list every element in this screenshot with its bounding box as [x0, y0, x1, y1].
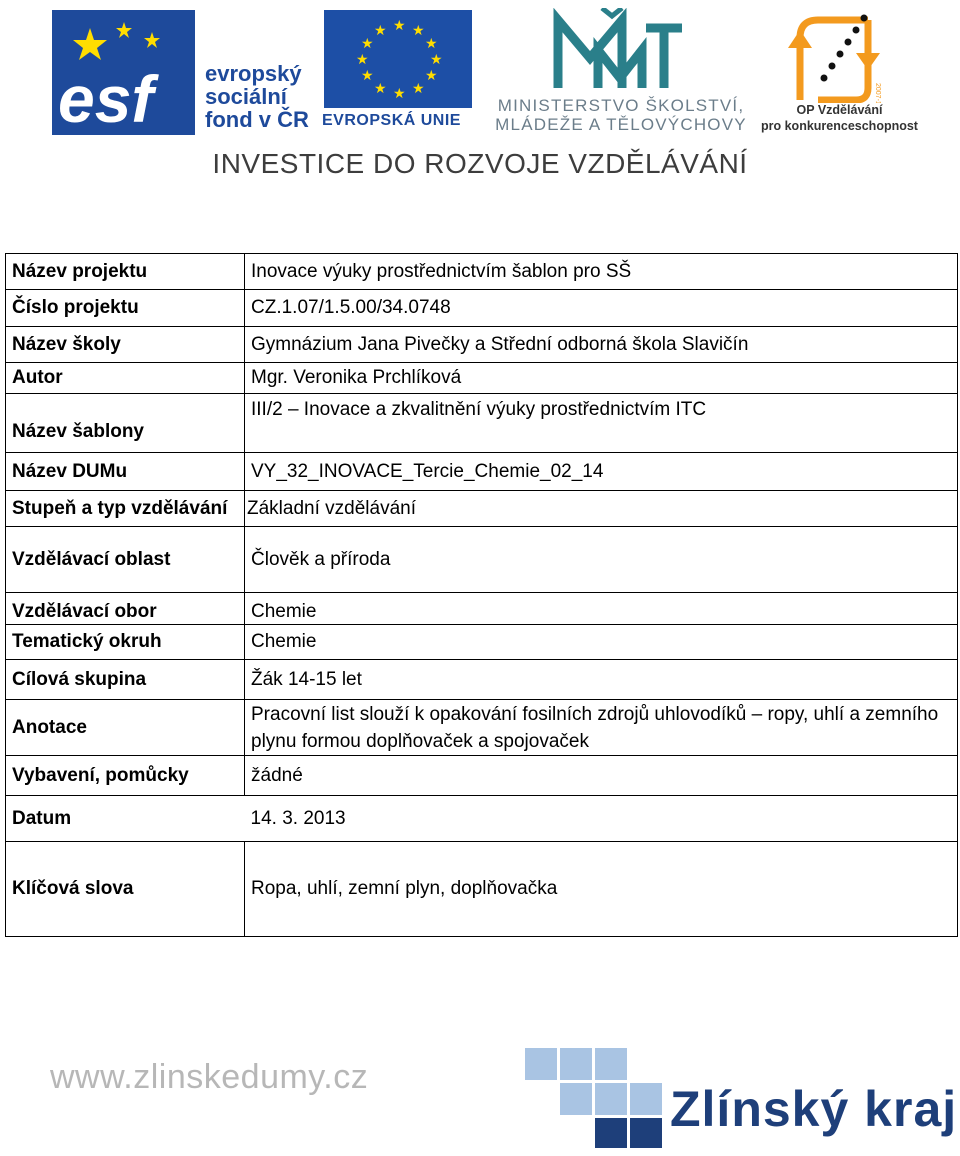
table-row — [6, 290, 958, 327]
msmt-logo-icon — [550, 8, 690, 93]
svg-text:★: ★ — [412, 23, 425, 39]
row-label: Vybavení, pomůcky — [6, 756, 245, 796]
row-value: žádné — [245, 756, 958, 796]
table-row — [6, 756, 958, 796]
msmt-line-1: MINISTERSTVO ŠKOLSTVÍ, — [497, 96, 745, 115]
op-line-1: OP Vzdělávání — [796, 103, 883, 117]
svg-text:★: ★ — [425, 36, 438, 52]
row-value: Ropa, uhlí, zemní plyn, doplňovačka — [245, 842, 958, 937]
row-label: Datum — [6, 796, 245, 842]
table-row — [6, 254, 958, 290]
table-row — [6, 700, 958, 756]
table-row — [6, 527, 958, 593]
svg-text:★: ★ — [412, 81, 425, 97]
row-label: Klíčová slova — [6, 842, 245, 937]
row-label: Anotace — [6, 700, 245, 756]
svg-text:★: ★ — [356, 52, 369, 68]
op-logo-icon — [788, 8, 888, 103]
row-label: Tematický okruh — [6, 625, 245, 660]
row-label: Autor — [6, 363, 245, 394]
row-value: VY_32_INOVACE_Tercie_Chemie_02_14 — [245, 453, 958, 491]
esf-logo-icon — [52, 10, 195, 135]
table-row — [6, 453, 958, 491]
row-value: Mgr. Veronika Prchlíková — [245, 363, 958, 394]
svg-text:★: ★ — [430, 52, 443, 68]
row-value: Chemie — [245, 593, 958, 625]
op-logo-text — [752, 102, 927, 134]
esf-line-2: sociální — [205, 84, 287, 109]
op-line-2: pro konkurenceschopnost — [761, 119, 918, 133]
row-value: Člověk a příroda — [245, 527, 958, 593]
row-value: Základní vzdělávání — [245, 491, 958, 527]
svg-text:★: ★ — [361, 68, 374, 84]
row-value: Inovace výuky prostřednictvím šablon pro SŠ — [245, 254, 958, 290]
svg-text:esf: esf — [58, 62, 154, 135]
svg-text:★: ★ — [393, 18, 406, 34]
table-row — [6, 625, 958, 660]
row-value: Gymnázium Jana Pivečky a Střední odborná škola Slavičín — [245, 327, 958, 363]
msmt-logo-text — [486, 96, 756, 134]
row-label: Stupeň a typ vzdělávání — [6, 491, 245, 527]
footer-url: www.zlinskedumy.cz — [50, 1058, 369, 1096]
table-row — [6, 394, 958, 453]
esf-logo-text — [205, 62, 315, 131]
row-label: Cílová skupina — [6, 660, 245, 700]
zlinsky-kraj-wordmark: Zlínský kraj — [670, 1081, 958, 1137]
row-value: Žák 14-15 let — [245, 660, 958, 700]
svg-text:★: ★ — [425, 68, 438, 84]
row-label: Číslo projektu — [6, 290, 245, 327]
row-value: III/2 – Inovace a zkvalitnění výuky prostřednictvím ITC — [245, 394, 958, 453]
row-label: Název školy — [6, 327, 245, 363]
table-row — [6, 327, 958, 363]
esf-line-1: evropský — [205, 61, 302, 86]
svg-text:★: ★ — [393, 86, 406, 102]
row-label: Název šablony — [6, 394, 245, 453]
table-row — [6, 491, 958, 527]
table-row — [6, 660, 958, 700]
table-row — [6, 796, 958, 842]
table-row — [6, 593, 958, 625]
row-label: Vzdělávací obor — [6, 593, 245, 625]
row-value: Pracovní list slouží k opakování fosilních zdrojů uhlovodíků – ropy, uhlí a zemního plynu formou doplňovaček a spojovaček — [245, 700, 958, 756]
svg-text:★: ★ — [374, 23, 387, 39]
row-label: Vzdělávací oblast — [6, 527, 245, 593]
op-years: 2007-13 — [874, 83, 881, 103]
svg-text:★: ★ — [374, 81, 387, 97]
esf-logo-mark — [52, 10, 195, 135]
table-row — [6, 842, 958, 937]
row-value: 14. 3. 2013 — [245, 796, 958, 842]
row-label: Název DUMu — [6, 453, 245, 491]
row-value: CZ.1.07/1.5.00/34.0748 — [245, 290, 958, 327]
eu-label: EVROPSKÁ UNIE — [322, 112, 461, 129]
row-label: Název projektu — [6, 254, 245, 290]
project-info-table — [5, 253, 958, 937]
eu-flag-icon — [324, 10, 472, 108]
esf-line-3: fond v ČR — [205, 107, 309, 132]
table-row — [6, 363, 958, 394]
msmt-line-2: MLÁDEŽE A TĚLOVÝCHOVY — [495, 115, 747, 134]
row-value: Chemie — [245, 625, 958, 660]
svg-text:★: ★ — [361, 36, 374, 52]
banner-title: INVESTICE DO ROZVOJE VZDĚLÁVÁNÍ — [212, 148, 748, 179]
